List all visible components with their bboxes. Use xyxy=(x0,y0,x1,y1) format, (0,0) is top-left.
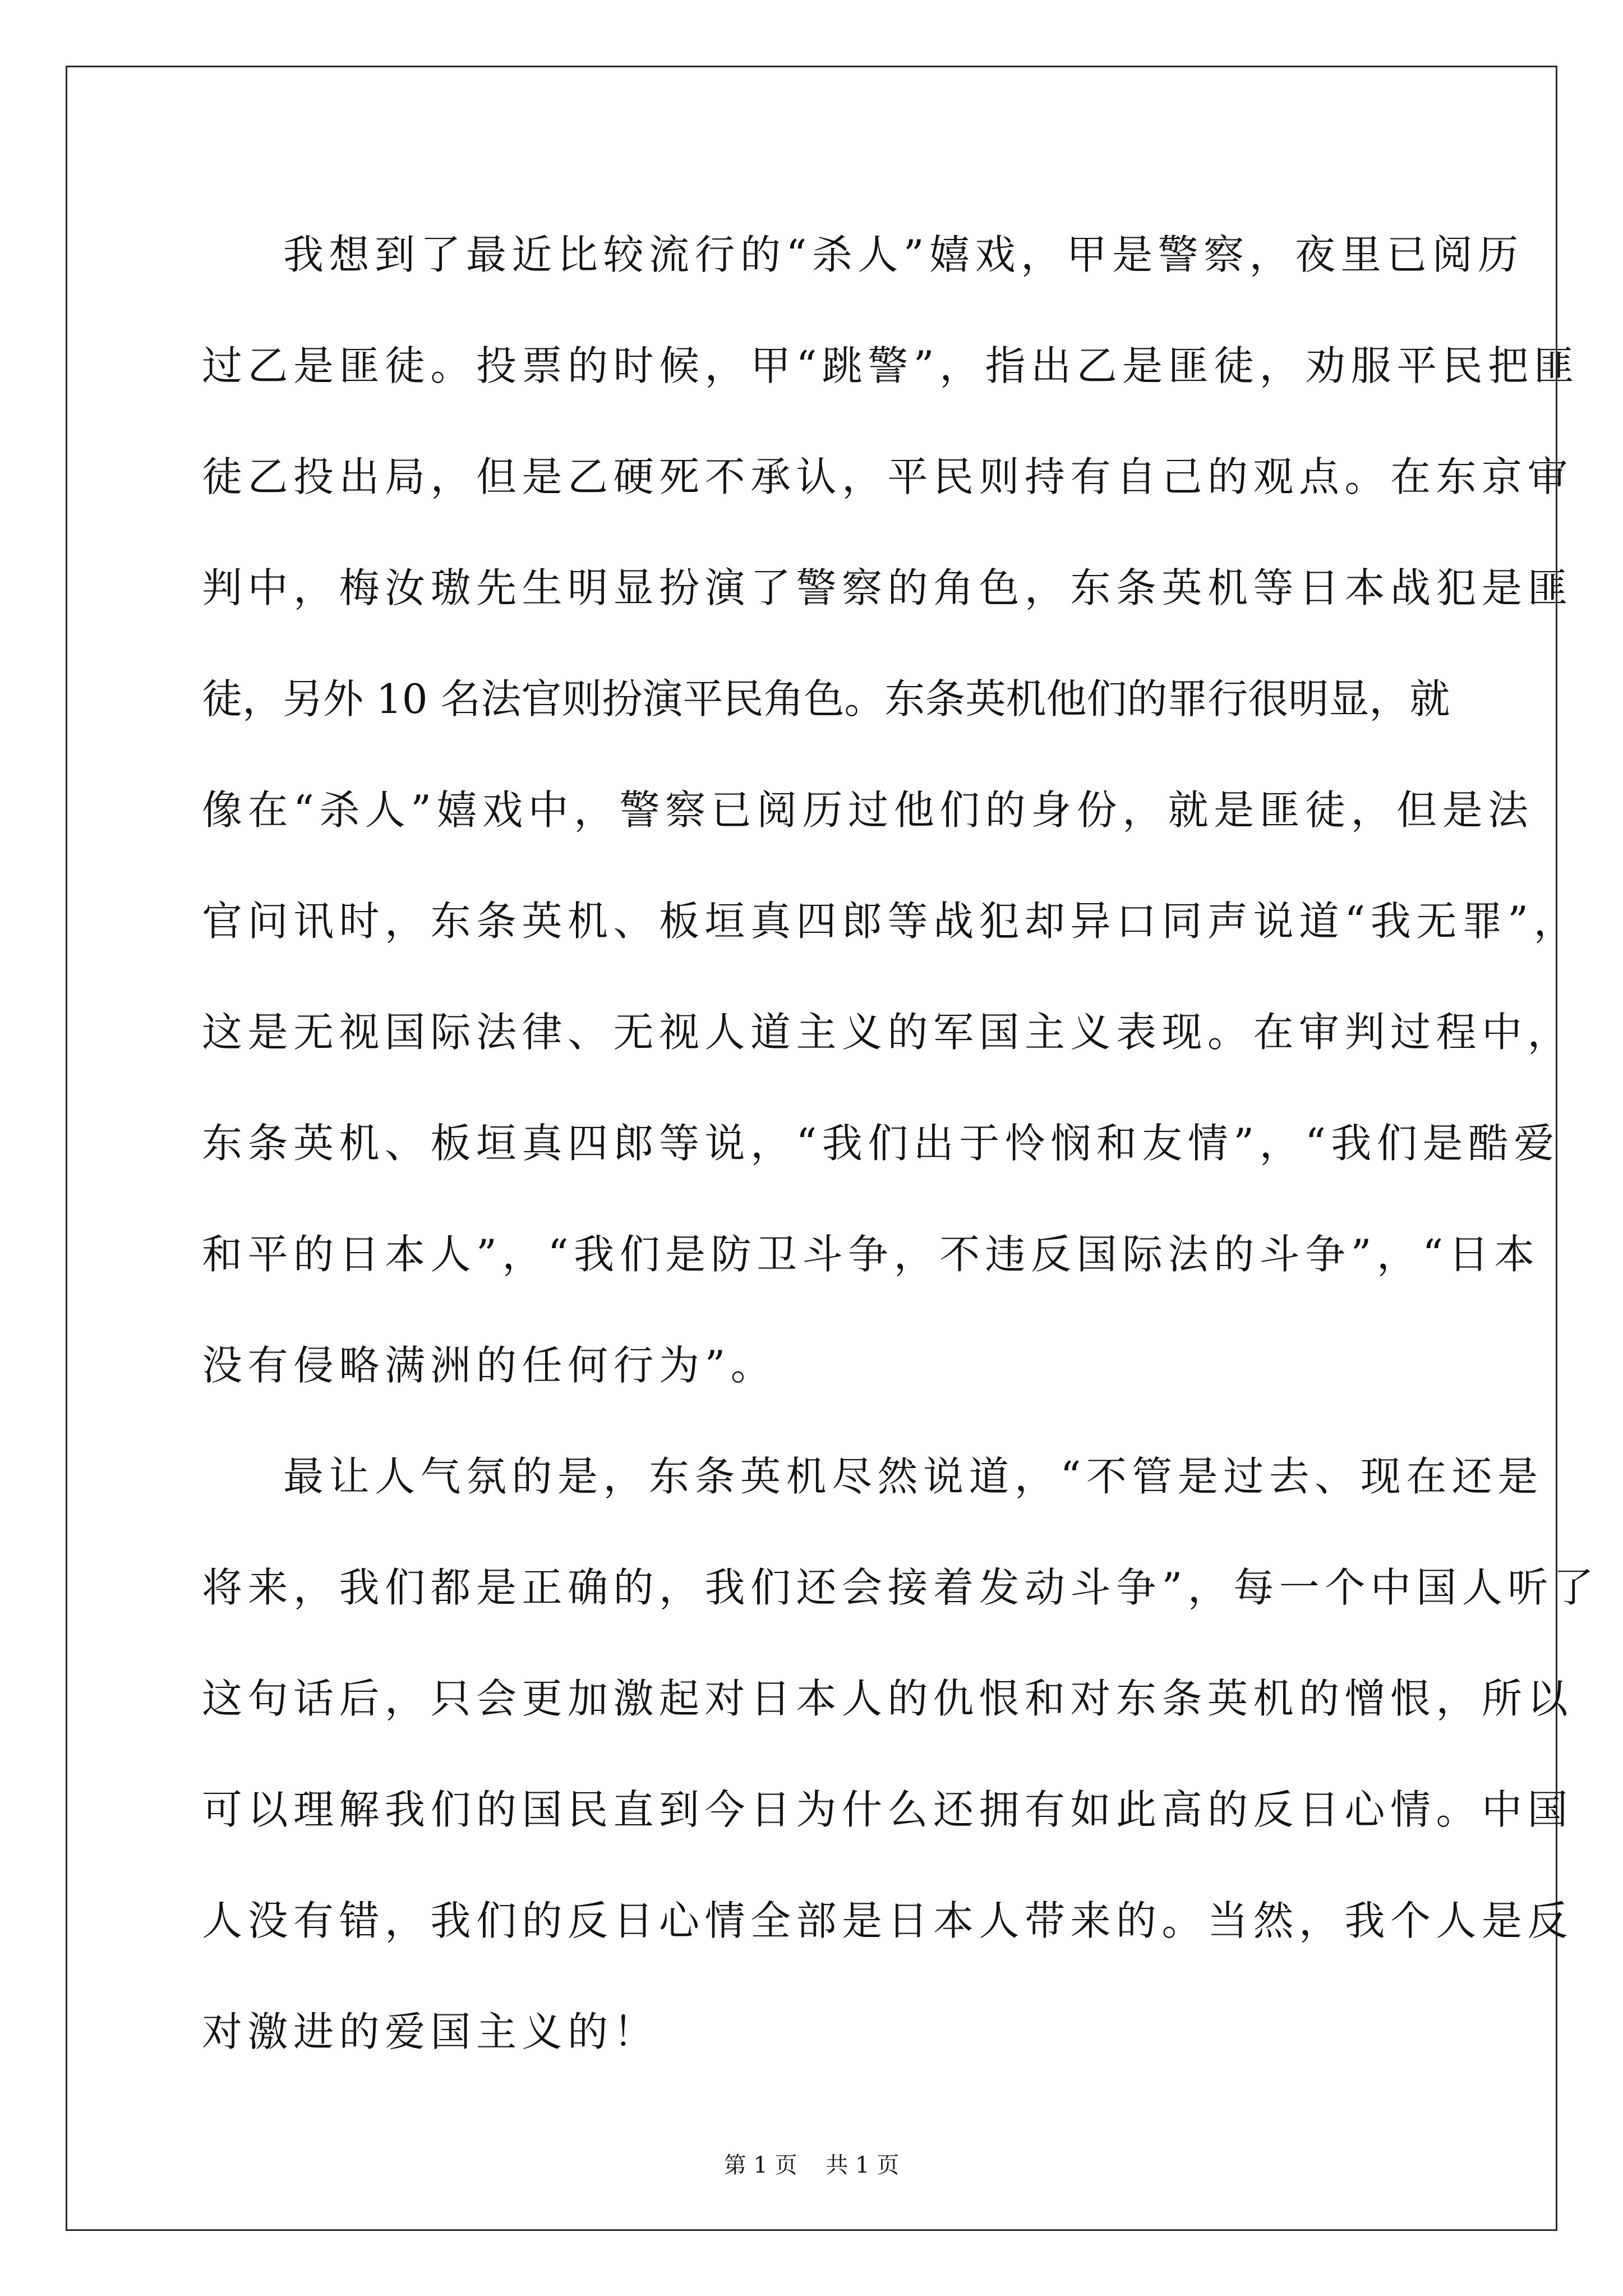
page-number-footer: 第 1 页 共 1 页 xyxy=(723,2152,900,2178)
text-line: 这是无视国际法律、无视人道主义的军国主义表现。在审判过程中， xyxy=(202,1009,1574,1056)
text-line: 这句话后，只会更加激起对日本人的仇恨和对东条英机的憎恨，所以 xyxy=(202,1675,1574,1722)
text-line: 我想到了最近比较流行的“杀人”嬉戏，甲是警察，夜里已阅历 xyxy=(283,231,1524,278)
paragraph-2 xyxy=(202,1421,1599,2087)
text-line: 东条英机、板垣真四郎等说，“我们出于怜悯和友情”，“我们是酷爱 xyxy=(202,1120,1560,1167)
text-line: 最让人气氛的是，东条英机尽然说道，“不管是过去、现在还是 xyxy=(283,1453,1543,1500)
text-line: 对激进的爱国主义的！ xyxy=(202,2008,660,2055)
text-line: 人没有错，我们的反日心情全部是日本人带来的。当然，我个人是反 xyxy=(202,1897,1574,1944)
text-line: 徒，另外 10 名法官则扮演平民角色。东条英机他们的罪行很明显，就 xyxy=(202,675,1450,723)
document-body xyxy=(202,199,1599,2087)
text-line: 官问讯时，东条英机、板垣真四郎等战犯却异口同声说道“我无罪”， xyxy=(202,898,1580,945)
paragraph-1 xyxy=(202,199,1580,1421)
text-line: 过乙是匪徒。投票的时候，甲“跳警”，指出乙是匪徒，劝服平民把匪 xyxy=(202,342,1580,389)
text-line: 没有侵略满洲的任何行为”。 xyxy=(202,1342,777,1389)
text-line: 像在“杀人”嬉戏中，警察已阅历过他们的身份，就是匪徒，但是法 xyxy=(202,786,1534,834)
text-line: 徒乙投出局，但是乙硬死不承认，平民则持有自己的观点。在东京审 xyxy=(202,453,1574,500)
text-line: 将来，我们都是正确的，我们还会接着发动斗争”，每一个中国人听了 xyxy=(202,1564,1599,1611)
text-line: 可以理解我们的国民直到今日为什么还拥有如此高的反日心情。中国 xyxy=(202,1786,1574,1833)
text-line: 和平的日本人”，“我们是防卫斗争，不违反国际法的斗争”，“日本 xyxy=(202,1231,1540,1278)
text-line: 判中，梅汝璈先生明显扮演了警察的角色，东条英机等日本战犯是匪 xyxy=(202,564,1574,611)
